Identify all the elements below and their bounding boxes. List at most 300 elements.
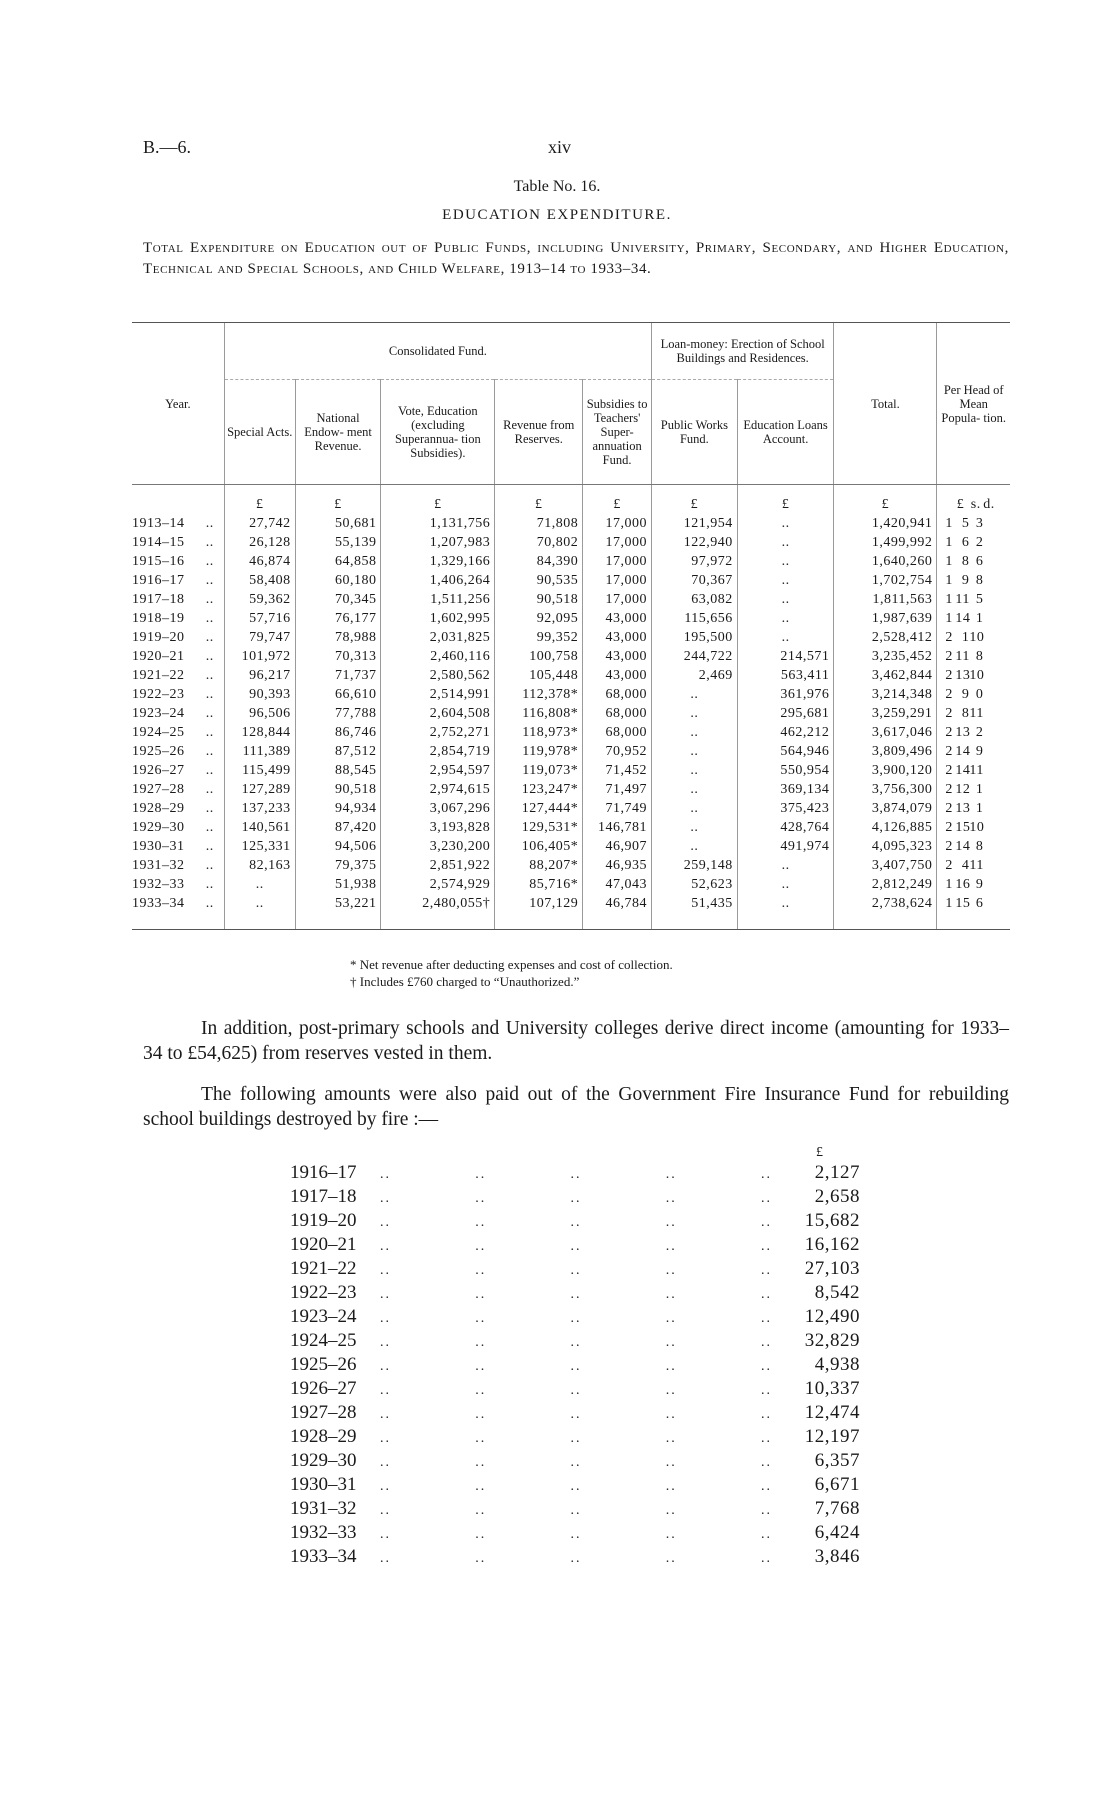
cell-special: 27,742 bbox=[224, 514, 295, 533]
leader-dots: .. bbox=[205, 687, 214, 702]
fire-amount: 2,127 bbox=[814, 1162, 860, 1183]
cell-reserves: 71,808 bbox=[495, 514, 583, 533]
cell-national: 66,610 bbox=[295, 685, 381, 704]
cell-per-head: 2 14 9 bbox=[937, 742, 1010, 761]
cell-subsidies: 46,784 bbox=[583, 894, 652, 930]
fire-year: 1926–27 bbox=[290, 1378, 357, 1399]
leader-dots: .. bbox=[475, 1359, 487, 1374]
leader-dots: .. bbox=[665, 1167, 677, 1182]
table-row bbox=[132, 780, 1010, 799]
row-year: 1932–33 .. bbox=[132, 875, 224, 894]
cell-per-head: 2 1510 bbox=[937, 818, 1010, 837]
cell-total: 1,420,941 bbox=[834, 514, 937, 533]
cell-loans: .. bbox=[737, 514, 834, 533]
leader-dots: .. bbox=[761, 1503, 772, 1518]
cell-vote: 1,602,995 bbox=[381, 609, 495, 628]
page-reference: B.—6. bbox=[143, 137, 192, 157]
fire-amount: 10,337 bbox=[804, 1378, 860, 1399]
cell-reserves: 88,207* bbox=[495, 856, 583, 875]
cell-per-head: 2 811 bbox=[937, 704, 1010, 723]
list-item bbox=[290, 1233, 860, 1257]
row-year: 1920–21 .. bbox=[132, 647, 224, 666]
leader-dots: .. bbox=[205, 725, 214, 740]
cell-total: 3,259,291 bbox=[834, 704, 937, 723]
unit-pound: £ bbox=[495, 485, 583, 515]
cell-loans: .. bbox=[737, 875, 834, 894]
cell-public-works: .. bbox=[651, 742, 737, 761]
leader-dots: .. bbox=[205, 649, 214, 664]
cell-loans: 295,681 bbox=[737, 704, 834, 723]
row-year: 1930–31 .. bbox=[132, 837, 224, 856]
fire-amount: 2,658 bbox=[814, 1186, 860, 1207]
leader-dots: .. bbox=[570, 1383, 582, 1398]
cell-subsidies: 17,000 bbox=[583, 590, 652, 609]
table-row bbox=[132, 837, 1010, 856]
leader-dots: .. bbox=[761, 1479, 772, 1494]
leader-dots: .. bbox=[570, 1167, 582, 1182]
cell-per-head: 2 1411 bbox=[937, 761, 1010, 780]
table-row bbox=[132, 628, 1010, 647]
education-expenditure-table bbox=[132, 322, 1010, 930]
row-year: 1914–15 .. bbox=[132, 533, 224, 552]
fire-year: 1932–33 bbox=[290, 1522, 357, 1543]
leader-dots: .. bbox=[665, 1287, 677, 1302]
cell-national: 90,518 bbox=[295, 780, 381, 799]
leader-dots: .. bbox=[475, 1263, 487, 1278]
row-year: 1915–16 .. bbox=[132, 552, 224, 571]
list-item bbox=[290, 1353, 860, 1377]
cell-subsidies: 71,497 bbox=[583, 780, 652, 799]
cell-public-works: 2,469 bbox=[651, 666, 737, 685]
cell-public-works: 70,367 bbox=[651, 571, 737, 590]
fire-year: 1916–17 bbox=[290, 1162, 357, 1183]
leader-dots: .. bbox=[761, 1527, 772, 1542]
cell-national: 87,420 bbox=[295, 818, 381, 837]
cell-vote: 2,851,922 bbox=[381, 856, 495, 875]
leader-dots: .. bbox=[205, 820, 214, 835]
cell-reserves: 92,095 bbox=[495, 609, 583, 628]
leader-dots: .. bbox=[475, 1551, 487, 1566]
cell-loans: 428,764 bbox=[737, 818, 834, 837]
table-row bbox=[132, 571, 1010, 590]
units-row bbox=[132, 485, 1010, 515]
leader-dots: .. bbox=[761, 1551, 772, 1566]
cell-special: 101,972 bbox=[224, 647, 295, 666]
leader-dots: .. bbox=[475, 1503, 487, 1518]
cell-subsidies: 68,000 bbox=[583, 723, 652, 742]
fire-amount: 3,846 bbox=[814, 1546, 860, 1567]
cell-national: 53,221 bbox=[295, 894, 381, 930]
leader-dots: .. bbox=[665, 1551, 677, 1566]
cell-loans: 563,411 bbox=[737, 666, 834, 685]
cell-public-works: 122,940 bbox=[651, 533, 737, 552]
cell-vote: 1,207,983 bbox=[381, 533, 495, 552]
leader-dots: .. bbox=[205, 706, 214, 721]
leader-dots: .. bbox=[205, 554, 214, 569]
leader-dots: .. bbox=[380, 1455, 391, 1470]
fire-amount: 7,768 bbox=[814, 1498, 860, 1519]
cell-special: 46,874 bbox=[224, 552, 295, 571]
row-year: 1924–25 .. bbox=[132, 723, 224, 742]
cell-loans: .. bbox=[737, 533, 834, 552]
cell-total: 1,499,992 bbox=[834, 533, 937, 552]
fire-amount: 12,474 bbox=[804, 1402, 860, 1423]
cell-vote: 2,580,562 bbox=[381, 666, 495, 685]
leader-dots: .. bbox=[205, 573, 214, 588]
cell-total: 3,617,046 bbox=[834, 723, 937, 742]
leader-dots: .. bbox=[475, 1239, 487, 1254]
leader-dots: .. bbox=[205, 744, 214, 759]
cell-total: 2,738,624 bbox=[834, 894, 937, 930]
cell-loans: .. bbox=[737, 609, 834, 628]
cell-per-head: 1 5 3 bbox=[937, 514, 1010, 533]
row-year: 1931–32 .. bbox=[132, 856, 224, 875]
leader-dots: .. bbox=[570, 1287, 582, 1302]
cell-reserves: 107,129 bbox=[495, 894, 583, 930]
cell-loans: .. bbox=[737, 628, 834, 647]
cell-special: 137,233 bbox=[224, 799, 295, 818]
cell-vote: 2,514,991 bbox=[381, 685, 495, 704]
cell-public-works: .. bbox=[651, 818, 737, 837]
table-row bbox=[132, 609, 1010, 628]
table-row bbox=[132, 799, 1010, 818]
list-item bbox=[290, 1449, 860, 1473]
cell-per-head: 2 110 bbox=[937, 628, 1010, 647]
cell-per-head: 2 14 8 bbox=[937, 837, 1010, 856]
cell-national: 79,375 bbox=[295, 856, 381, 875]
cell-public-works: .. bbox=[651, 837, 737, 856]
cell-subsidies: 17,000 bbox=[583, 514, 652, 533]
leader-dots: .. bbox=[761, 1455, 772, 1470]
row-year: 1921–22 .. bbox=[132, 666, 224, 685]
table-heading: EDUCATION EXPENDITURE. bbox=[442, 207, 672, 223]
row-year: 1916–17 .. bbox=[132, 571, 224, 590]
fire-table-unit: £ bbox=[816, 1145, 823, 1160]
cell-special: 59,362 bbox=[224, 590, 295, 609]
leader-dots: .. bbox=[665, 1479, 677, 1494]
cell-per-head: 1 11 5 bbox=[937, 590, 1010, 609]
leader-dots: .. bbox=[665, 1359, 677, 1374]
leader-dots: .. bbox=[475, 1191, 487, 1206]
cell-per-head: 1 8 6 bbox=[937, 552, 1010, 571]
fire-amount: 6,424 bbox=[814, 1522, 860, 1543]
list-item bbox=[290, 1281, 860, 1305]
leader-dots: .. bbox=[570, 1263, 582, 1278]
leader-dots: .. bbox=[380, 1335, 391, 1350]
cell-loans: .. bbox=[737, 571, 834, 590]
cell-vote: 3,067,296 bbox=[381, 799, 495, 818]
cell-total: 3,900,120 bbox=[834, 761, 937, 780]
cell-subsidies: 146,781 bbox=[583, 818, 652, 837]
col-header-vote-education: Vote, Education (excluding Superannua- tion Subsidies). bbox=[381, 380, 495, 485]
leader-dots: .. bbox=[380, 1167, 391, 1182]
fire-amount: 4,938 bbox=[814, 1354, 860, 1375]
leader-dots: .. bbox=[380, 1407, 391, 1422]
leader-dots: .. bbox=[475, 1431, 487, 1446]
leader-dots: .. bbox=[380, 1431, 391, 1446]
cell-subsidies: 68,000 bbox=[583, 704, 652, 723]
leader-dots: .. bbox=[380, 1287, 391, 1302]
table-row bbox=[132, 894, 1010, 930]
cell-per-head: 1 14 1 bbox=[937, 609, 1010, 628]
list-item bbox=[290, 1425, 860, 1449]
cell-special: 125,331 bbox=[224, 837, 295, 856]
leader-dots: .. bbox=[665, 1407, 677, 1422]
cell-vote: 2,954,597 bbox=[381, 761, 495, 780]
cell-national: 76,177 bbox=[295, 609, 381, 628]
leader-dots: .. bbox=[665, 1335, 677, 1350]
row-year: 1917–18 .. bbox=[132, 590, 224, 609]
unit-pound: £ bbox=[224, 485, 295, 515]
leader-dots: .. bbox=[380, 1383, 391, 1398]
leader-dots: .. bbox=[761, 1287, 772, 1302]
col-header-national-endowment: National Endow- ment Revenue. bbox=[295, 380, 381, 485]
fire-amount: 6,671 bbox=[814, 1474, 860, 1495]
cell-special: 111,389 bbox=[224, 742, 295, 761]
leader-dots: .. bbox=[570, 1335, 582, 1350]
cell-total: 4,095,323 bbox=[834, 837, 937, 856]
leader-dots: .. bbox=[205, 592, 214, 607]
fire-year: 1931–32 bbox=[290, 1498, 357, 1519]
cell-special: 127,289 bbox=[224, 780, 295, 799]
leader-dots: .. bbox=[570, 1431, 582, 1446]
leader-dots: .. bbox=[570, 1407, 582, 1422]
cell-vote: 2,752,271 bbox=[381, 723, 495, 742]
row-year: 1925–26 .. bbox=[132, 742, 224, 761]
cell-reserves: 112,378* bbox=[495, 685, 583, 704]
fire-amount: 12,490 bbox=[804, 1306, 860, 1327]
leader-dots: .. bbox=[665, 1383, 677, 1398]
leader-dots: .. bbox=[205, 668, 214, 683]
leader-dots: .. bbox=[205, 801, 214, 816]
leader-dots: .. bbox=[380, 1551, 391, 1566]
cell-total: 4,126,885 bbox=[834, 818, 937, 837]
cell-per-head: 1 16 9 bbox=[937, 875, 1010, 894]
cell-national: 70,345 bbox=[295, 590, 381, 609]
leader-dots: .. bbox=[570, 1311, 582, 1326]
leader-dots: .. bbox=[380, 1239, 391, 1254]
cell-loans: .. bbox=[737, 590, 834, 609]
cell-national: 60,180 bbox=[295, 571, 381, 590]
leader-dots: .. bbox=[761, 1407, 772, 1422]
fire-amount: 32,829 bbox=[804, 1330, 860, 1351]
unit-pound: £ bbox=[651, 485, 737, 515]
fire-year: 1927–28 bbox=[290, 1402, 357, 1423]
leader-dots: .. bbox=[205, 630, 214, 645]
cell-reserves: 100,758 bbox=[495, 647, 583, 666]
cell-reserves: 116,808* bbox=[495, 704, 583, 723]
table-row bbox=[132, 552, 1010, 571]
col-header-revenue-reserves: Revenue from Reserves. bbox=[495, 380, 583, 485]
list-item bbox=[290, 1329, 860, 1353]
cell-per-head: 2 13 1 bbox=[937, 799, 1010, 818]
cell-subsidies: 71,452 bbox=[583, 761, 652, 780]
leader-dots: .. bbox=[761, 1431, 772, 1446]
cell-per-head: 2 9 0 bbox=[937, 685, 1010, 704]
leader-dots: .. bbox=[665, 1215, 677, 1230]
leader-dots: .. bbox=[570, 1359, 582, 1374]
fire-year: 1925–26 bbox=[290, 1354, 357, 1375]
cell-loans: 214,571 bbox=[737, 647, 834, 666]
cell-total: 1,987,639 bbox=[834, 609, 937, 628]
cell-reserves: 129,531* bbox=[495, 818, 583, 837]
fire-year: 1917–18 bbox=[290, 1186, 357, 1207]
col-header-subsidies-superannuation: Subsidies to Teachers' Super- annuation Fund. bbox=[583, 380, 652, 485]
cell-total: 3,809,496 bbox=[834, 742, 937, 761]
cell-special: 58,408 bbox=[224, 571, 295, 590]
cell-total: 1,640,260 bbox=[834, 552, 937, 571]
cell-subsidies: 43,000 bbox=[583, 647, 652, 666]
leader-dots: .. bbox=[761, 1191, 772, 1206]
cell-per-head: 2 13 2 bbox=[937, 723, 1010, 742]
cell-total: 2,528,412 bbox=[834, 628, 937, 647]
table-row bbox=[132, 856, 1010, 875]
cell-reserves: 85,716* bbox=[495, 875, 583, 894]
cell-special: 79,747 bbox=[224, 628, 295, 647]
fire-year: 1919–20 bbox=[290, 1210, 357, 1231]
fire-amount: 15,682 bbox=[804, 1210, 860, 1231]
table-row bbox=[132, 723, 1010, 742]
cell-per-head: 2 411 bbox=[937, 856, 1010, 875]
leader-dots: .. bbox=[475, 1287, 487, 1302]
cell-national: 86,746 bbox=[295, 723, 381, 742]
leader-dots: .. bbox=[475, 1479, 487, 1494]
col-header-year: Year. bbox=[132, 323, 224, 485]
cell-subsidies: 68,000 bbox=[583, 685, 652, 704]
cell-special: .. bbox=[224, 894, 295, 930]
leader-dots: .. bbox=[761, 1359, 772, 1374]
cell-special: 90,393 bbox=[224, 685, 295, 704]
leader-dots: .. bbox=[205, 535, 214, 550]
cell-subsidies: 71,749 bbox=[583, 799, 652, 818]
leader-dots: .. bbox=[380, 1263, 391, 1278]
fire-year: 1928–29 bbox=[290, 1426, 357, 1447]
unit-pound: £ bbox=[295, 485, 381, 515]
leader-dots: .. bbox=[665, 1311, 677, 1326]
list-item bbox=[290, 1209, 860, 1233]
cell-vote: 2,604,508 bbox=[381, 704, 495, 723]
cell-national: 71,737 bbox=[295, 666, 381, 685]
table-row bbox=[132, 685, 1010, 704]
cell-loans: 369,134 bbox=[737, 780, 834, 799]
leader-dots: .. bbox=[380, 1191, 391, 1206]
leader-dots: .. bbox=[570, 1239, 582, 1254]
fire-year: 1920–21 bbox=[290, 1234, 357, 1255]
list-item bbox=[290, 1305, 860, 1329]
row-year: 1928–29 .. bbox=[132, 799, 224, 818]
cell-public-works: 97,972 bbox=[651, 552, 737, 571]
cell-reserves: 118,973* bbox=[495, 723, 583, 742]
leader-dots: .. bbox=[475, 1383, 487, 1398]
list-item bbox=[290, 1401, 860, 1425]
cell-vote: 2,574,929 bbox=[381, 875, 495, 894]
leader-dots: .. bbox=[380, 1503, 391, 1518]
cell-vote: 2,974,615 bbox=[381, 780, 495, 799]
group-header-loan-money: Loan-money: Erection of School Buildings and Residences. bbox=[651, 323, 833, 380]
cell-special: 82,163 bbox=[224, 856, 295, 875]
leader-dots: .. bbox=[761, 1311, 772, 1326]
cell-subsidies: 46,907 bbox=[583, 837, 652, 856]
list-item bbox=[290, 1161, 860, 1185]
cell-subsidies: 43,000 bbox=[583, 609, 652, 628]
cell-public-works: .. bbox=[651, 780, 737, 799]
list-item bbox=[290, 1377, 860, 1401]
cell-special: 140,561 bbox=[224, 818, 295, 837]
paragraph-fire-insurance: The following amounts were also paid out of the Government Fire Insurance Fund for rebuilding school buildings destroyed by fire :— bbox=[143, 1084, 1009, 1130]
leader-dots: .. bbox=[205, 782, 214, 797]
cell-national: 94,506 bbox=[295, 837, 381, 856]
row-year: 1918–19 .. bbox=[132, 609, 224, 628]
cell-vote: 2,854,719 bbox=[381, 742, 495, 761]
leader-dots: .. bbox=[570, 1455, 582, 1470]
leader-dots: .. bbox=[380, 1311, 391, 1326]
unit-pound: £ bbox=[381, 485, 495, 515]
leader-dots: .. bbox=[475, 1407, 487, 1422]
cell-reserves: 99,352 bbox=[495, 628, 583, 647]
table-row bbox=[132, 875, 1010, 894]
fire-amount: 27,103 bbox=[804, 1258, 860, 1279]
row-year: 1926–27 .. bbox=[132, 761, 224, 780]
unit-pound: £ bbox=[737, 485, 834, 515]
cell-national: 51,938 bbox=[295, 875, 381, 894]
col-header-per-head: Per Head of Mean Popula- tion. bbox=[937, 323, 1010, 485]
cell-subsidies: 17,000 bbox=[583, 571, 652, 590]
leader-dots: .. bbox=[761, 1167, 772, 1182]
leader-dots: .. bbox=[570, 1215, 582, 1230]
cell-vote: 2,031,825 bbox=[381, 628, 495, 647]
cell-vote: 2,460,116 bbox=[381, 647, 495, 666]
leader-dots: .. bbox=[570, 1551, 582, 1566]
cell-loans: 361,976 bbox=[737, 685, 834, 704]
fire-insurance-table bbox=[290, 1161, 860, 1569]
cell-vote: 2,480,055† bbox=[381, 894, 495, 930]
leader-dots: .. bbox=[475, 1527, 487, 1542]
cell-reserves: 70,802 bbox=[495, 533, 583, 552]
leader-dots: .. bbox=[665, 1239, 677, 1254]
leader-dots: .. bbox=[570, 1191, 582, 1206]
cell-loans: 564,946 bbox=[737, 742, 834, 761]
footnote-dagger: † Includes £760 charged to “Unauthorized.” bbox=[350, 974, 580, 989]
fire-year: 1924–25 bbox=[290, 1330, 357, 1351]
cell-reserves: 119,978* bbox=[495, 742, 583, 761]
table-row bbox=[132, 666, 1010, 685]
list-item bbox=[290, 1257, 860, 1281]
table-caption: Total Expenditure on Education out of Public Funds, including University, Primary, Secondary, and Higher Education, Technical and Special Schools, and Child Welfare, 1913–14 to 1933–34. bbox=[143, 240, 1009, 277]
cell-total: 3,235,452 bbox=[834, 647, 937, 666]
fire-year: 1933–34 bbox=[290, 1546, 357, 1567]
cell-special: 57,716 bbox=[224, 609, 295, 628]
cell-national: 87,512 bbox=[295, 742, 381, 761]
fire-year: 1929–30 bbox=[290, 1450, 357, 1471]
leader-dots: .. bbox=[665, 1263, 677, 1278]
cell-total: 3,462,844 bbox=[834, 666, 937, 685]
cell-special: 26,128 bbox=[224, 533, 295, 552]
cell-loans: 491,974 bbox=[737, 837, 834, 856]
leader-dots: .. bbox=[665, 1431, 677, 1446]
cell-loans: 375,423 bbox=[737, 799, 834, 818]
group-header-consolidated-fund: Consolidated Fund. bbox=[224, 323, 651, 380]
col-header-special-acts: Special Acts. bbox=[224, 380, 295, 485]
cell-reserves: 90,535 bbox=[495, 571, 583, 590]
cell-national: 78,988 bbox=[295, 628, 381, 647]
cell-special: 96,217 bbox=[224, 666, 295, 685]
cell-subsidies: 70,952 bbox=[583, 742, 652, 761]
cell-national: 88,545 bbox=[295, 761, 381, 780]
leader-dots: .. bbox=[761, 1215, 772, 1230]
cell-loans: .. bbox=[737, 894, 834, 930]
cell-public-works: 51,435 bbox=[651, 894, 737, 930]
cell-national: 55,139 bbox=[295, 533, 381, 552]
